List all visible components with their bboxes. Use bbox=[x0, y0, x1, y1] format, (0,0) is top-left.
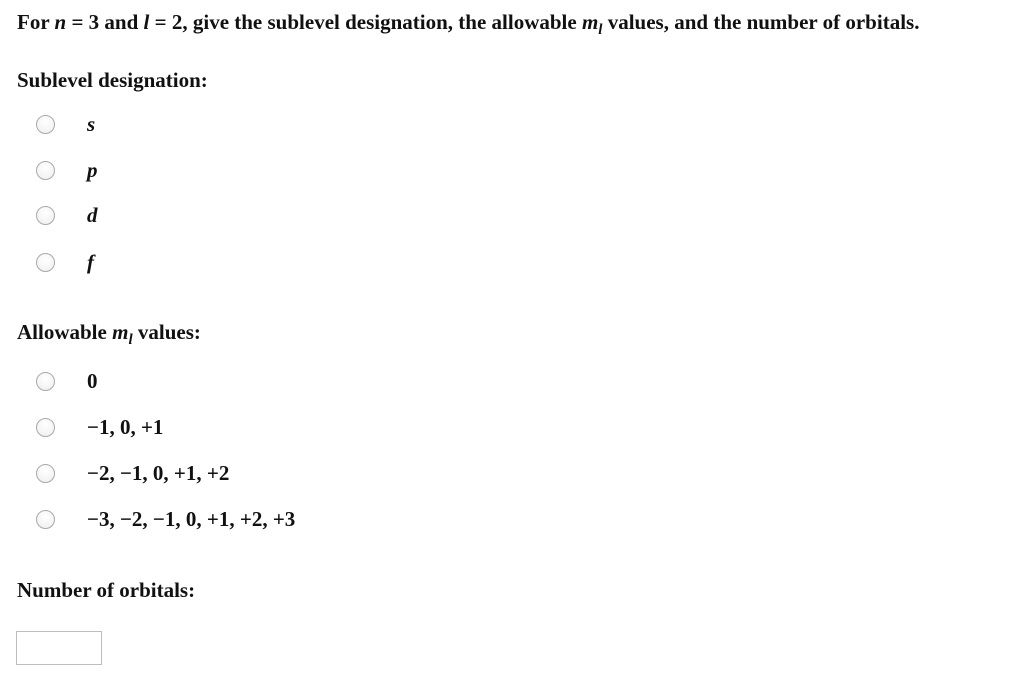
sublevel-heading: Sublevel designation: bbox=[17, 68, 208, 92]
option-label: p bbox=[87, 158, 98, 182]
ml-heading-suffix: values: bbox=[132, 320, 201, 344]
question-text bbox=[17, 8, 919, 39]
option-label: −3, −2, −1, 0, +1, +2, +3 bbox=[87, 507, 296, 531]
radio-button[interactable] bbox=[36, 115, 55, 134]
n-value-text: = 3 and bbox=[66, 10, 144, 34]
option-label: d bbox=[87, 203, 98, 227]
ml-values-heading bbox=[17, 318, 201, 349]
question-prefix: For bbox=[17, 10, 55, 34]
l-value-text: = 2, give the sublevel designation, the allowable bbox=[149, 10, 582, 34]
radio-button[interactable] bbox=[36, 464, 55, 483]
question-suffix: values, and the number of orbitals. bbox=[602, 10, 920, 34]
ml-option-4[interactable] bbox=[36, 507, 296, 531]
radio-button[interactable] bbox=[36, 418, 55, 437]
option-label: s bbox=[87, 112, 96, 136]
option-label: −1, 0, +1 bbox=[87, 415, 164, 439]
m-symbol: m bbox=[112, 320, 129, 344]
option-label: f bbox=[87, 250, 94, 274]
sublevel-option-s[interactable] bbox=[36, 112, 96, 136]
radio-button[interactable] bbox=[36, 253, 55, 272]
m-subscript: l bbox=[128, 332, 133, 348]
sublevel-option-p[interactable] bbox=[36, 158, 98, 182]
sublevel-option-d[interactable] bbox=[36, 203, 98, 227]
ml-option-3[interactable] bbox=[36, 461, 230, 485]
ml-option-2[interactable] bbox=[36, 415, 164, 439]
radio-button[interactable] bbox=[36, 206, 55, 225]
radio-button[interactable] bbox=[36, 161, 55, 180]
n-symbol: n bbox=[54, 10, 67, 34]
l-symbol: l bbox=[143, 10, 150, 34]
option-label: −2, −1, 0, +1, +2 bbox=[87, 461, 230, 485]
m-symbol: m bbox=[581, 10, 599, 34]
sublevel-option-f[interactable] bbox=[36, 250, 94, 274]
orbitals-heading: Number of orbitals: bbox=[17, 578, 196, 602]
orbitals-input[interactable] bbox=[16, 631, 102, 665]
radio-button[interactable] bbox=[36, 510, 55, 529]
ml-option-1[interactable] bbox=[36, 369, 98, 393]
m-subscript: l bbox=[598, 22, 603, 38]
radio-button[interactable] bbox=[36, 372, 55, 391]
ml-heading-prefix: Allowable bbox=[17, 320, 113, 344]
option-label: 0 bbox=[87, 369, 98, 393]
